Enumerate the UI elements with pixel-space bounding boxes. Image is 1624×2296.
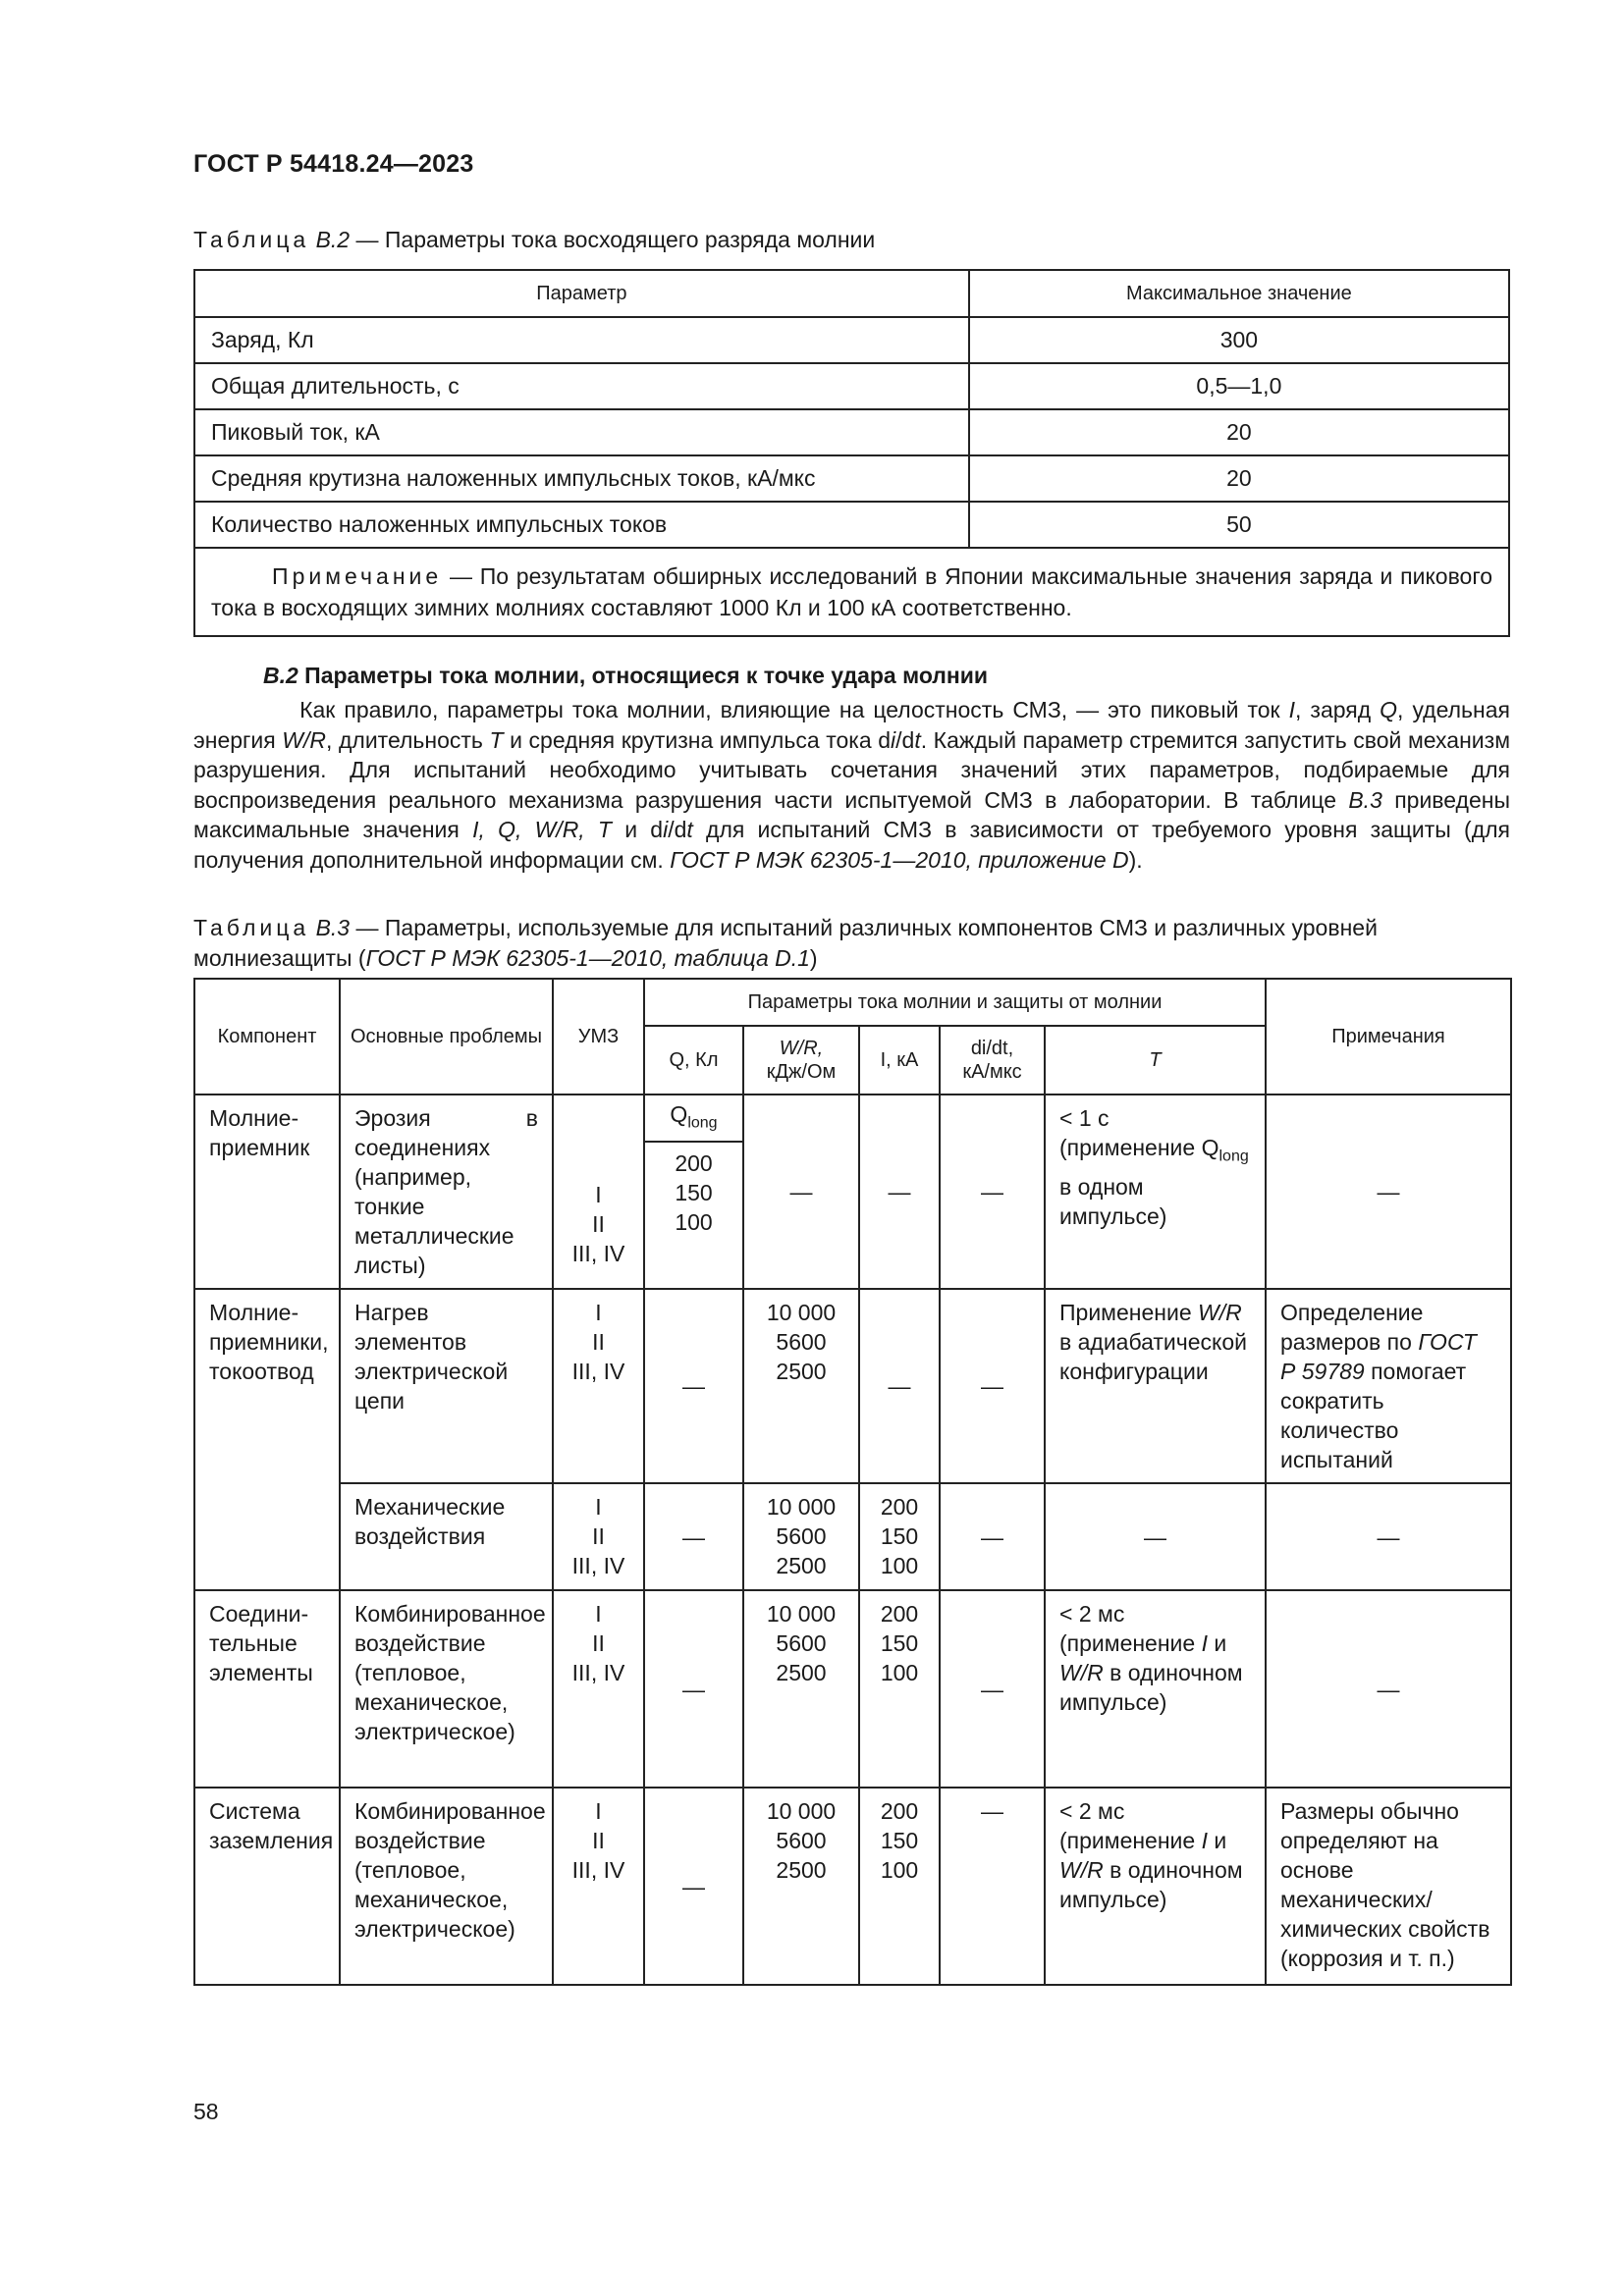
component-cell: Молние- приемники, токоотвод xyxy=(194,1289,340,1590)
i-cell: 200 150 100 xyxy=(859,1483,940,1590)
column-header-problems: Основные проблемы xyxy=(340,979,553,1095)
column-header-notes: Примечания xyxy=(1266,979,1511,1095)
column-header-wr: W/R, кДж/Ом xyxy=(743,1026,859,1095)
column-header-max: Максимальное значение xyxy=(969,270,1509,317)
didt-cell: — xyxy=(940,1289,1045,1483)
i-cell: — xyxy=(859,1095,940,1289)
q-cell: — xyxy=(644,1289,743,1483)
wr-cell: 10 000 5600 2500 xyxy=(743,1788,859,1985)
value-cell: 0,5—1,0 xyxy=(969,363,1509,409)
problems-cell: Комбинированное воздействие (тепловое, механическое, электрическое) xyxy=(340,1788,553,1985)
param-cell: Общая длительность, с xyxy=(194,363,969,409)
i-cell: — xyxy=(859,1289,940,1483)
problems-cell: Механические воздействия xyxy=(340,1483,553,1590)
didt-cell: — xyxy=(940,1788,1045,1985)
table-row xyxy=(194,1788,1511,1985)
column-header-component: Компонент xyxy=(194,979,340,1095)
i-cell: 200 150 100 xyxy=(859,1788,940,1985)
table-note: Примечание — По результатам обширных исследований в Японии максимальные значения заряда и пикового тока в восходящих зимних молниях составляют 1000 Кл и 100 кА соответственно. xyxy=(194,548,1509,636)
table-b2 xyxy=(193,269,1510,637)
didt-cell: — xyxy=(940,1483,1045,1590)
problems-cell: Эрозия в соединениях (например, тонкие металлические листы) xyxy=(340,1095,553,1289)
table-header-row xyxy=(194,270,1509,317)
value-cell: 20 xyxy=(969,409,1509,455)
umz-cell: I II III, IV xyxy=(553,1788,644,1985)
q-cell: — xyxy=(644,1483,743,1590)
component-cell: Соедини- тельные элементы xyxy=(194,1590,340,1788)
column-header-param: Параметр xyxy=(194,270,969,317)
wr-cell: 10 000 5600 2500 xyxy=(743,1483,859,1590)
umz-cell: I II III, IV xyxy=(553,1483,644,1590)
wr-cell: — xyxy=(743,1095,859,1289)
value-cell: 50 xyxy=(969,502,1509,548)
component-cell: Система заземления xyxy=(194,1788,340,1985)
notes-cell: Определение размеров по ГОСТ Р 59789 помогает сократить количество испытаний xyxy=(1266,1289,1511,1483)
param-cell: Средняя крутизна наложенных импульсных токов, кА/мкс xyxy=(194,455,969,502)
document-header: ГОСТ Р 54418.24—2023 xyxy=(193,150,474,178)
t-cell: < 2 мс (применение I и W/R в одиночном импульсе) xyxy=(1045,1590,1266,1788)
table-row xyxy=(194,1590,1511,1788)
umz-cell: I II III, IV xyxy=(553,1590,644,1788)
table-b3 xyxy=(193,978,1512,1986)
table-b2-caption: Таблица В.2 — Параметры тока восходящего разряда молнии xyxy=(193,227,876,252)
column-header-didt: di/dt, кА/мкс xyxy=(940,1026,1045,1095)
table-row xyxy=(194,1289,1511,1483)
table-row xyxy=(194,502,1509,548)
param-cell: Заряд, Кл xyxy=(194,317,969,363)
q-cell: $Q_{long}$ 200 150 100 xyxy=(644,1095,743,1289)
component-cell: Молние- приемник xyxy=(194,1095,340,1289)
notes-cell: — xyxy=(1266,1095,1511,1289)
q-cell: — xyxy=(644,1788,743,1985)
didt-cell: — xyxy=(940,1095,1045,1289)
table-note-row xyxy=(194,548,1509,636)
t-cell: < 1 с (применение $Q_{long}$ в одном импульсе) xyxy=(1045,1095,1266,1289)
table-b3-caption: Таблица В.3 — Параметры, используемые для испытаний различных компонентов СМЗ и различных уровней молниезащиты (ГОСТ Р МЭК 62305-1—2010, таблица D.1) xyxy=(193,915,1378,971)
i-cell: 200 150 100 xyxy=(859,1590,940,1788)
column-header-q: Q, Кл xyxy=(644,1026,743,1095)
notes-cell: Размеры обычно определяют на основе механических/химических свойств (коррозия и т. п.) xyxy=(1266,1788,1511,1985)
column-header-t: T xyxy=(1045,1026,1266,1095)
value-cell: 300 xyxy=(969,317,1509,363)
column-header-i: I, кА xyxy=(859,1026,940,1095)
table-row xyxy=(194,455,1509,502)
table-header-row xyxy=(194,979,1511,1026)
column-group-header: Параметры тока молнии и защиты от молнии xyxy=(644,979,1266,1026)
page-number: 58 xyxy=(193,2099,219,2124)
section-heading: В.2 Параметры тока молнии, относящиеся к точке удара молнии xyxy=(263,663,989,688)
t-cell: — xyxy=(1045,1483,1266,1590)
notes-cell: — xyxy=(1266,1590,1511,1788)
table-row xyxy=(194,363,1509,409)
problems-cell: Нагрев элементов электрической цепи xyxy=(340,1289,553,1483)
section-paragraph: Как правило, параметры тока молнии, влияющие на целостность СМЗ, — это пиковый ток I, заряд Q, удельная энергия W/R, длительность T и средняя крутизна импульса тока di/dt. Каждый параметр стремится запустить свой механизм разрушения. Для испытаний необходимо учитывать сочетания значений этих параметров, подбираемые для воспроизведения реального механизма разрушения части испытуемой СМЗ в лаборатории. В таблице В.3 приведены максимальные значения I, Q, W/R, T и di/dt для испытаний СМЗ в зависимости от требуемого уровня защиты (для получения дополнительной информации см. ГОСТ Р МЭК 62305-1—2010, приложение D). xyxy=(193,697,1511,873)
t-cell: Применение W/R в адиабатической конфигурации xyxy=(1045,1289,1266,1483)
param-cell: Количество наложенных импульсных токов xyxy=(194,502,969,548)
notes-cell: — xyxy=(1266,1483,1511,1590)
problems-cell: Комбинированное воздействие (тепловое, механическое, электрическое) xyxy=(340,1590,553,1788)
umz-cell: I II III, IV xyxy=(553,1289,644,1483)
t-cell: < 2 мс (применение I и W/R в одиночном импульсе) xyxy=(1045,1788,1266,1985)
umz-cell: I II III, IV xyxy=(553,1095,644,1289)
wr-cell: 10 000 5600 2500 xyxy=(743,1289,859,1483)
table-row xyxy=(194,317,1509,363)
didt-cell: — xyxy=(940,1590,1045,1788)
table-row xyxy=(194,409,1509,455)
column-header-umz: УМЗ xyxy=(553,979,644,1095)
wr-cell: 10 000 5600 2500 xyxy=(743,1590,859,1788)
q-cell: — xyxy=(644,1590,743,1788)
param-cell: Пиковый ток, кА xyxy=(194,409,969,455)
table-row xyxy=(194,1483,1511,1590)
table-row xyxy=(194,1095,1511,1289)
value-cell: 20 xyxy=(969,455,1509,502)
